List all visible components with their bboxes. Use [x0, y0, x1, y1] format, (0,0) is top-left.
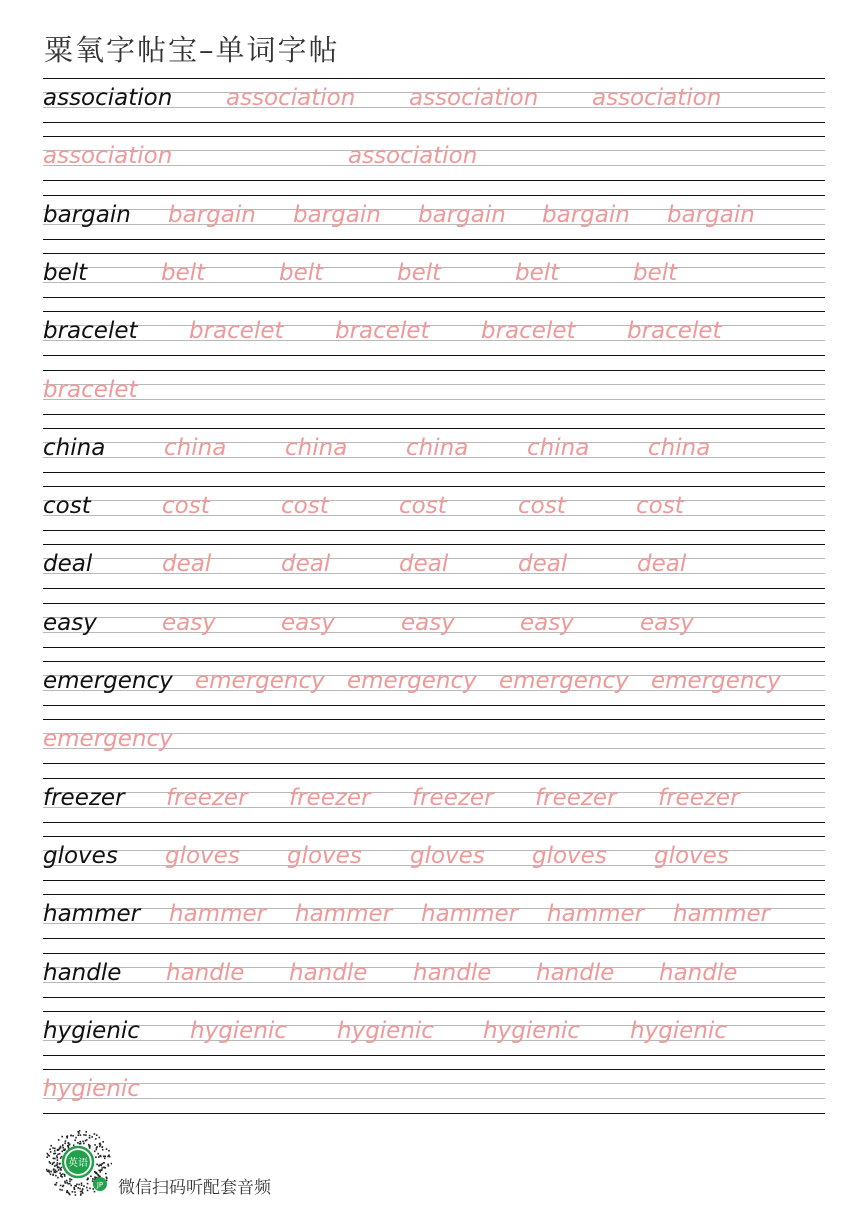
guide-line [43, 719, 825, 720]
trace-word: handle [536, 959, 615, 986]
vocab-word: gloves [43, 842, 118, 869]
guide-line [43, 253, 825, 254]
guide-line [43, 647, 825, 648]
guide-line [43, 822, 825, 823]
trace-word: emergency [195, 668, 325, 694]
trace-word: association [409, 85, 539, 111]
guide-line [43, 997, 825, 998]
practice-row [43, 894, 825, 952]
practice-row [43, 253, 825, 311]
trace-word: cost [399, 493, 447, 520]
trace-word: hammer [421, 901, 519, 928]
guide-line [43, 384, 825, 385]
vocab-word: association [43, 85, 173, 111]
practice-row [43, 719, 825, 777]
trace-word: easy [281, 609, 335, 636]
qr-corner-text: JP [96, 1181, 104, 1189]
guide-line [43, 399, 825, 400]
practice-row [43, 136, 825, 194]
trace-word: handle [659, 959, 738, 986]
practice-row [43, 953, 825, 1011]
practice-row [43, 370, 825, 428]
trace-word: gloves [410, 842, 485, 869]
practice-row [43, 1069, 825, 1127]
trace-word: association [348, 143, 478, 170]
guide-line [43, 122, 825, 123]
trace-word: hygienic [190, 1017, 287, 1044]
guide-line [43, 428, 825, 429]
guide-line [43, 530, 825, 531]
guide-line [43, 778, 825, 779]
guide-line [43, 1098, 825, 1099]
vocab-word: handle [43, 959, 122, 986]
trace-word: bracelet [481, 318, 576, 345]
practice-sheet [43, 0, 825, 1227]
trace-word: freezer [166, 784, 248, 811]
trace-word: hygienic [43, 1076, 140, 1103]
practice-row [43, 486, 825, 544]
trace-word: freezer [658, 784, 740, 811]
trace-word: handle [166, 959, 245, 986]
trace-word: emergency [651, 668, 781, 694]
guide-line [43, 705, 825, 706]
trace-word: association [43, 143, 173, 170]
trace-word: association [226, 85, 356, 111]
vocab-word: china [43, 434, 106, 461]
trace-word: hygienic [630, 1017, 727, 1044]
trace-word: gloves [287, 842, 362, 869]
trace-word: bargain [293, 201, 381, 228]
guide-line [43, 880, 825, 881]
footer [44, 1128, 344, 1198]
practice-row [43, 311, 825, 369]
trace-word: emergency [499, 668, 629, 694]
trace-word: freezer [289, 784, 371, 811]
practice-row [43, 428, 825, 486]
guide-line [43, 1055, 825, 1056]
trace-word: china [164, 434, 227, 461]
guide-line [43, 953, 825, 954]
guide-line [43, 544, 825, 545]
trace-word: bargain [667, 201, 755, 228]
guide-line [43, 1113, 825, 1114]
practice-row [43, 778, 825, 836]
trace-word: cost [162, 493, 210, 520]
trace-word: cost [281, 493, 329, 520]
trace-word: handle [289, 959, 368, 986]
practice-row [43, 836, 825, 894]
trace-word: china [527, 434, 590, 461]
trace-word: bracelet [43, 376, 138, 403]
guide-line [43, 195, 825, 196]
practice-row [43, 603, 825, 661]
trace-word: belt [161, 259, 206, 286]
trace-word: freezer [535, 784, 617, 811]
guide-line [43, 355, 825, 356]
guide-line [43, 486, 825, 487]
trace-word: deal [162, 551, 212, 578]
trace-word: easy [162, 609, 216, 636]
trace-word: bracelet [189, 318, 284, 345]
vocab-word: belt [43, 259, 88, 286]
guide-line [43, 311, 825, 312]
guide-line [43, 78, 825, 79]
trace-word: hygienic [483, 1017, 580, 1044]
guide-line [43, 414, 825, 415]
qr-badge-text: 英语 [68, 1158, 88, 1169]
trace-word: emergency [43, 726, 173, 753]
trace-word: hygienic [337, 1017, 434, 1044]
practice-row [43, 544, 825, 602]
vocab-word: emergency [43, 668, 173, 694]
trace-word: belt [397, 259, 442, 286]
trace-word: china [648, 434, 711, 461]
trace-word: belt [515, 259, 560, 286]
vocab-word: bargain [43, 201, 131, 228]
guide-line [43, 472, 825, 473]
trace-word: hammer [547, 901, 645, 928]
vocab-word: easy [43, 609, 97, 636]
trace-word: gloves [532, 842, 607, 869]
guide-line [43, 836, 825, 837]
trace-word: bargain [418, 201, 506, 228]
guide-line [43, 661, 825, 662]
guide-line [43, 588, 825, 589]
guide-line [43, 938, 825, 939]
trace-word: china [285, 434, 348, 461]
trace-word: handle [413, 959, 492, 986]
trace-word: deal [637, 551, 687, 578]
trace-word: deal [281, 551, 331, 578]
guide-line [43, 136, 825, 137]
guide-line [43, 297, 825, 298]
qr-code-icon[interactable] [44, 1128, 112, 1196]
page-title: 粟氧字帖宝–单词字帖 [44, 33, 340, 67]
trace-word: freezer [412, 784, 494, 811]
guide-line [43, 1069, 825, 1070]
vocab-word: deal [43, 551, 93, 578]
trace-word: bracelet [335, 318, 430, 345]
vocab-word: freezer [43, 784, 125, 811]
trace-word: easy [640, 609, 694, 636]
trace-word: bracelet [627, 318, 722, 345]
trace-word: gloves [654, 842, 729, 869]
vocab-word: bracelet [43, 318, 138, 345]
trace-word: easy [401, 609, 455, 636]
trace-word: emergency [347, 668, 477, 694]
trace-word: bargain [542, 201, 630, 228]
trace-word: deal [518, 551, 568, 578]
guide-line [43, 894, 825, 895]
vocab-word: cost [43, 493, 91, 520]
practice-row [43, 78, 825, 136]
trace-word: deal [399, 551, 449, 578]
guide-line [43, 370, 825, 371]
trace-word: gloves [165, 842, 240, 869]
trace-word: cost [518, 493, 566, 520]
practice-row [43, 195, 825, 253]
trace-word: cost [636, 493, 684, 520]
trace-word: association [592, 85, 722, 111]
practice-row [43, 1011, 825, 1069]
guide-line [43, 1083, 825, 1084]
trace-word: hammer [169, 901, 267, 928]
trace-word: easy [520, 609, 574, 636]
scan-instruction: 微信扫码听配套音频 [118, 1178, 271, 1198]
trace-word: belt [633, 259, 678, 286]
trace-word: belt [279, 259, 324, 286]
guide-line [43, 180, 825, 181]
trace-word: hammer [295, 901, 393, 928]
practice-row [43, 661, 825, 719]
guide-line [43, 763, 825, 764]
guide-line [43, 603, 825, 604]
trace-word: bargain [168, 201, 256, 228]
vocab-word: hammer [43, 901, 141, 928]
trace-word: hammer [673, 901, 771, 928]
trace-word: china [406, 434, 469, 461]
guide-line [43, 1011, 825, 1012]
vocab-word: hygienic [43, 1017, 140, 1044]
guide-line [43, 239, 825, 240]
